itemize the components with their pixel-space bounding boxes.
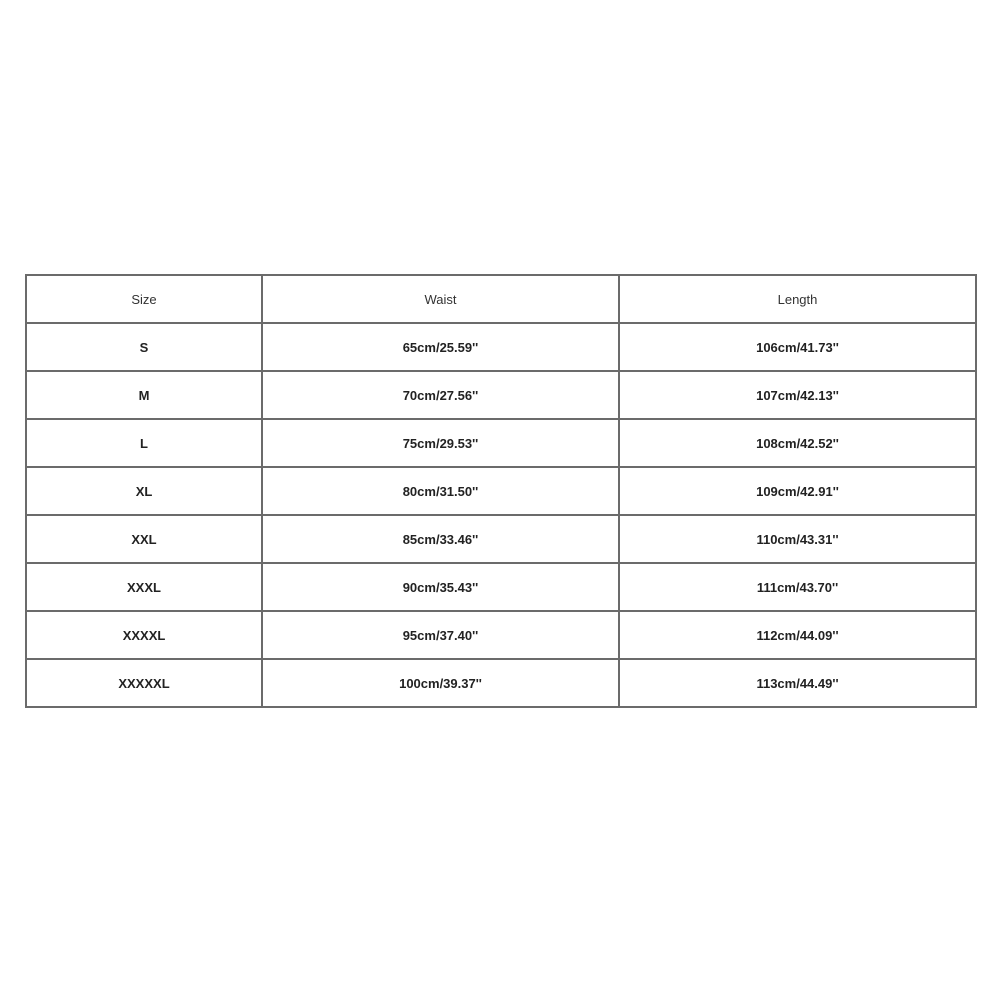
size-cell: S	[26, 323, 262, 371]
waist-cell: 75cm/29.53''	[262, 419, 619, 467]
table-row	[26, 659, 976, 707]
size-chart-table	[25, 274, 977, 708]
size-cell: XXXXXL	[26, 659, 262, 707]
header-waist: Waist	[262, 275, 619, 323]
size-cell: L	[26, 419, 262, 467]
waist-cell: 85cm/33.46''	[262, 515, 619, 563]
length-cell: 109cm/42.91''	[619, 467, 976, 515]
table-row	[26, 515, 976, 563]
length-cell: 113cm/44.49''	[619, 659, 976, 707]
table-row	[26, 563, 976, 611]
length-cell: 110cm/43.31''	[619, 515, 976, 563]
size-cell: XXXXL	[26, 611, 262, 659]
waist-cell: 90cm/35.43''	[262, 563, 619, 611]
table-row	[26, 467, 976, 515]
waist-cell: 80cm/31.50''	[262, 467, 619, 515]
length-cell: 107cm/42.13''	[619, 371, 976, 419]
size-cell: M	[26, 371, 262, 419]
waist-cell: 100cm/39.37''	[262, 659, 619, 707]
header-size: Size	[26, 275, 262, 323]
table-row	[26, 611, 976, 659]
size-cell: XXXL	[26, 563, 262, 611]
length-cell: 106cm/41.73''	[619, 323, 976, 371]
table-row	[26, 371, 976, 419]
table-row	[26, 323, 976, 371]
length-cell: 108cm/42.52''	[619, 419, 976, 467]
header-length: Length	[619, 275, 976, 323]
waist-cell: 70cm/27.56''	[262, 371, 619, 419]
table-header-row	[26, 275, 976, 323]
table-row	[26, 419, 976, 467]
length-cell: 111cm/43.70''	[619, 563, 976, 611]
size-cell: XXL	[26, 515, 262, 563]
length-cell: 112cm/44.09''	[619, 611, 976, 659]
waist-cell: 95cm/37.40''	[262, 611, 619, 659]
size-cell: XL	[26, 467, 262, 515]
waist-cell: 65cm/25.59''	[262, 323, 619, 371]
